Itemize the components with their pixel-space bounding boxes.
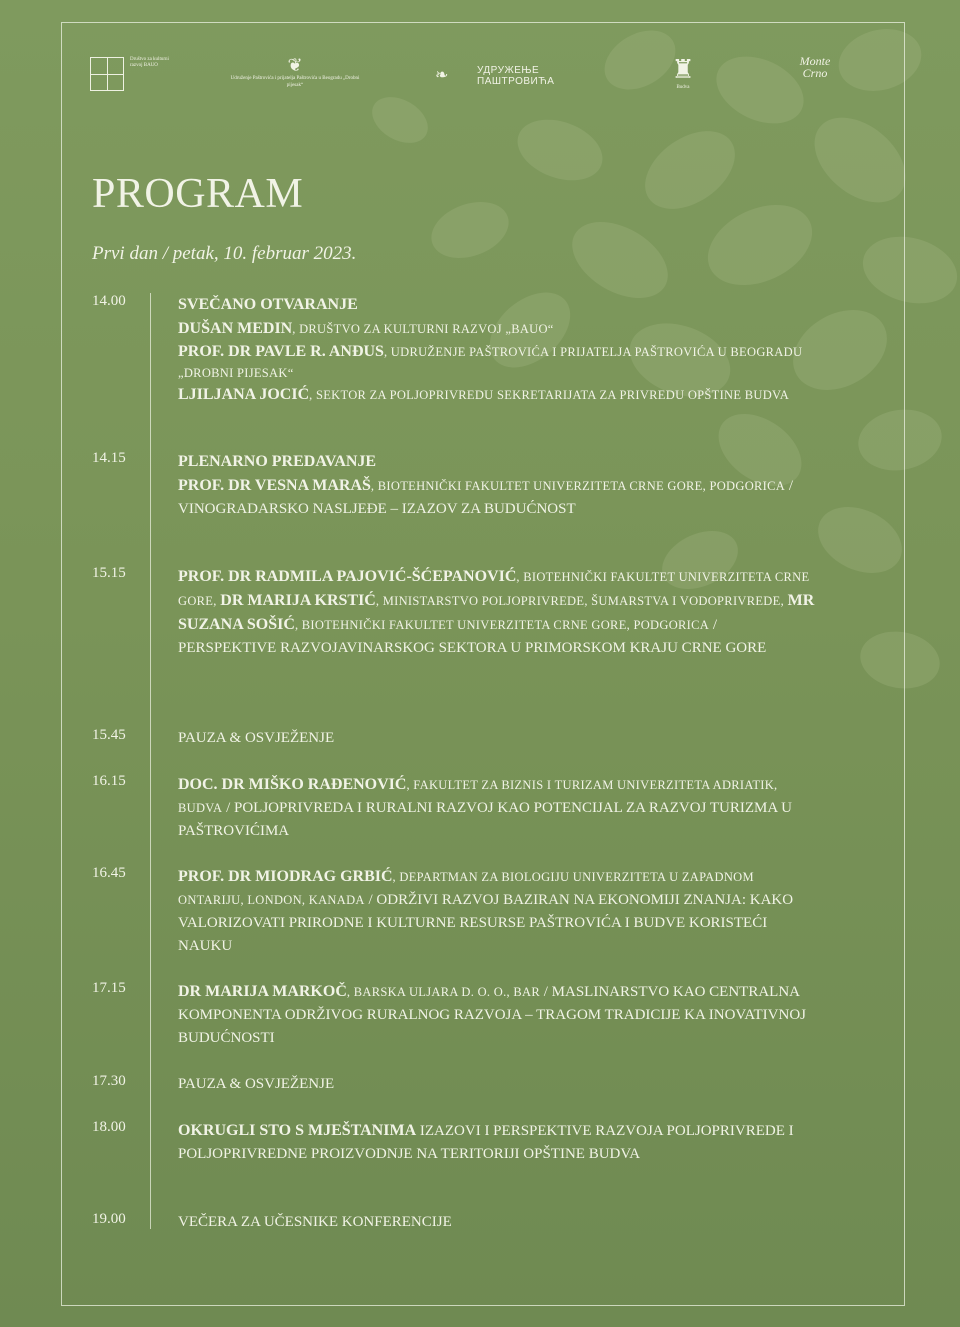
speaker-affiliation: , BARSKA ULJARA D. O. O., BAR bbox=[346, 985, 540, 999]
dinner-label: VEČERA ZA UČESNIKE KONFERENCIJE bbox=[178, 1214, 452, 1230]
logo-bauo-text: Društvo za kulturni razvoj BAUO bbox=[130, 57, 169, 68]
grid-icon bbox=[90, 57, 124, 91]
speaker-name: PROF. DR PAVLE R. ANĐUS bbox=[178, 343, 384, 360]
item-time: 15.45 bbox=[92, 727, 126, 743]
item-body bbox=[178, 450, 818, 521]
logo-udruzenje-line2: ПАШТРОВИЋА bbox=[477, 76, 555, 87]
branch-icon: ❧ bbox=[435, 67, 449, 84]
break-label: PAUZA & OSVJEŽENJE bbox=[178, 730, 335, 746]
item-body bbox=[178, 565, 818, 660]
talk-title: / POLJOPRIVREDA I RURALNI RAZVOJ KAO POTENCIJAL ZA RAZVOJ TURIZMA U PAŠTROVIĆIMA bbox=[178, 800, 792, 839]
day-subtitle: Prvi dan / petak, 10. februar 2023. bbox=[92, 243, 357, 264]
item-heading: OKRUGLI STO S MJEŠTANIMA bbox=[178, 1122, 417, 1139]
item-heading: SVEČANO OTVARANJE bbox=[178, 296, 358, 313]
speaker-affiliation: , UDRUŽENJE PAŠTROVIĆA I PRIJATELJA PAŠTROVIĆA U BEOGRADU „DROBNI PIJESAK“ bbox=[178, 345, 803, 380]
logo-drobni-pijesak bbox=[225, 55, 365, 89]
logo-monte-line2: Crno bbox=[802, 66, 828, 80]
speaker-affiliation: , BIOTEHNIČKI FAKULTET UNIVERZITETA CRNE GORE, bbox=[178, 570, 810, 608]
item-time: 16.15 bbox=[92, 773, 126, 789]
item-body bbox=[178, 1119, 818, 1166]
speaker-affiliation: , FAKULTET ZA BIZNIS I TURIZAM UNIVERZITETA ADRIATIK, BUDVA bbox=[178, 778, 778, 815]
item-time: 17.15 bbox=[92, 980, 126, 996]
item-time: 16.45 bbox=[92, 865, 126, 881]
sponsor-logos bbox=[90, 55, 850, 105]
item-time: 18.00 bbox=[92, 1119, 126, 1135]
speaker-affiliation: , MINISTARSTVO POLJOPRIVREDE, ŠUMARSTVA I VODOPRIVREDE, bbox=[375, 594, 784, 608]
speaker-name: PROF. DR VESNA MARAŠ bbox=[178, 477, 371, 494]
item-body bbox=[178, 980, 818, 1050]
logo-budva-text: Budva bbox=[676, 85, 690, 90]
speaker-name: PROF. DR MIODRAG GRBIĆ bbox=[178, 868, 393, 885]
item-body bbox=[178, 865, 818, 958]
talk-title: / MASLINARSTVO KAO CENTRALNA KOMPONENTA ODRŽIVOG RURALNOG RAZVOJA – TRAGOM TRADICIJE KA INOVATIVNOJ BUDUĆNOSTI bbox=[178, 984, 806, 1046]
talk-title: / ODRŽIVI RAZVOJ BAZIRAN NA EKONOMIJI ZNANJA: KAKO VALORIZOVATI PRIRODNE I KULTURNE RESURSE PAŠTROVIĆA I BUDVE KORISTEĆI NAUKU bbox=[178, 892, 794, 954]
speaker-affiliation: , SEKTOR ZA POLJOPRIVREDU SEKRETARIJATA ZA PRIVREDU OPŠTINE BUDVA bbox=[309, 388, 790, 402]
break-label: PAUZA & OSVJEŽENJE bbox=[178, 1076, 335, 1092]
speaker-name: MR SUZANA SOŠIĆ bbox=[178, 592, 815, 633]
talk-title: / PERSPEKTIVE RAZVOJAVINARSKOG SEKTORA U PRIMORSKOM KRAJU CRNE GORE bbox=[178, 617, 767, 656]
speaker-affiliation: , BIOTEHNIČKI FAKULTET UNIVERZITETA CRNE GORE, PODGORICA bbox=[370, 479, 786, 493]
item-time: 17.30 bbox=[92, 1073, 126, 1089]
page-title: PROGRAM bbox=[92, 171, 304, 217]
speaker-name: LJILJANA JOCIĆ bbox=[178, 386, 310, 403]
logo-monte-line1: Monte bbox=[799, 54, 831, 68]
logo-budva bbox=[658, 55, 708, 90]
speaker-name: DR MARIJA KRSTIĆ bbox=[220, 592, 376, 609]
speaker-name: DR MARIJA MARKOČ bbox=[178, 983, 347, 1000]
speaker-name: PROF. DR RADMILA PAJOVIĆ-ŠĆEPANOVIĆ bbox=[178, 568, 517, 585]
item-heading: PLENARNO PREDAVANJE bbox=[178, 453, 377, 470]
talk-title: IZAZOVI I PERSPEKTIVE RAZVOJA POLJOPRIVREDE I POLJOPRIVREDNE PROIZVODNJE NA TERITORIJI OPŠTINE BUDVA bbox=[178, 1123, 794, 1162]
talk-title: / VINOGRADARSKO NASLJEĐE – IZAZOV ZA BUDUĆNOST bbox=[178, 478, 794, 517]
item-body bbox=[178, 1073, 818, 1096]
speaker-affiliation: , BIOTEHNIČKI FAKULTET UNIVERZITETA CRNE GORE, PODGORICA bbox=[294, 618, 710, 632]
logo-udruzenje-line1: УДРУЖЕЊЕ bbox=[477, 65, 540, 76]
item-time: 19.00 bbox=[92, 1211, 126, 1227]
speaker-affiliation: , DEPARTMAN ZA BIOLOGIJU UNIVERZITETA U ZAPADNOM ONTARIJU, LONDON, KANADA bbox=[178, 870, 754, 907]
logo-drobni-pijesak-text: Udruženje Paštrovića i prijatelja Paštrovića u Beogradu „Drobni pijesak“ bbox=[230, 76, 360, 88]
item-time: 15.15 bbox=[92, 565, 126, 581]
speaker-name: DUŠAN MEDIN bbox=[178, 320, 293, 337]
item-body bbox=[178, 1211, 818, 1234]
logo-monte bbox=[780, 55, 850, 79]
speaker-affiliation: , DRUŠTVO ZA KULTURNI RAZVOJ „BAUO“ bbox=[292, 322, 554, 336]
item-body bbox=[178, 293, 818, 406]
item-time: 14.15 bbox=[92, 450, 126, 466]
item-body bbox=[178, 773, 818, 843]
speaker-name: DOC. DR MIŠKO RAĐENOVIĆ bbox=[178, 776, 407, 793]
coat-of-arms-icon: ♜ bbox=[671, 55, 695, 84]
leaf-icon: ❦ bbox=[287, 55, 303, 75]
item-body bbox=[178, 727, 818, 750]
item-time: 14.00 bbox=[92, 293, 126, 309]
timeline-divider bbox=[150, 293, 151, 1229]
